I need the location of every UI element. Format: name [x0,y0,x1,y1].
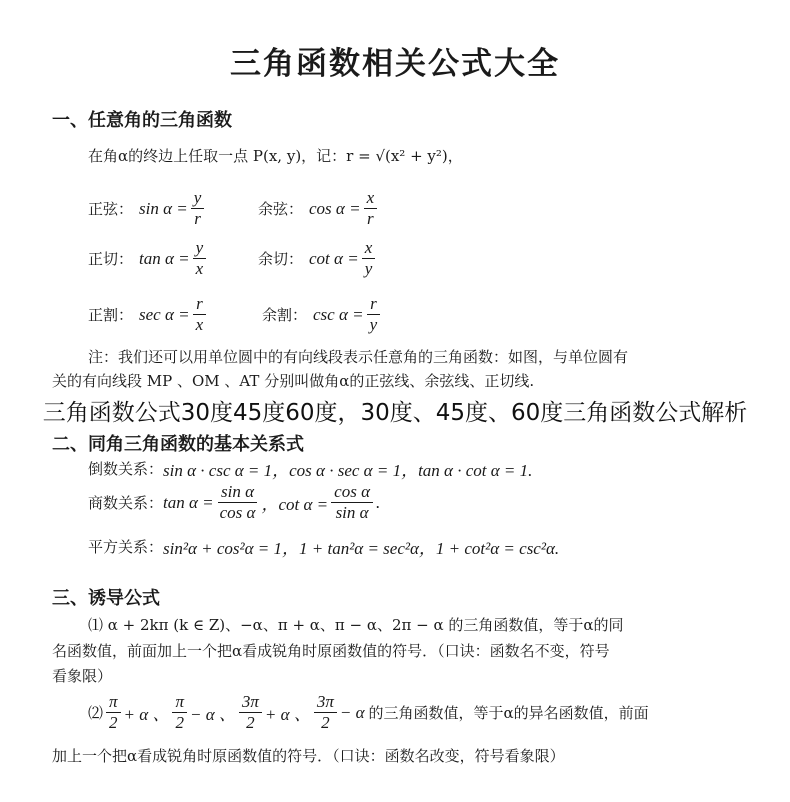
item2-prefix: ⑵ [88,704,104,722]
numerator: π [172,692,187,713]
def-cot [258,238,378,279]
term-rest: + α 、 [123,705,170,724]
fraction [191,188,205,229]
fraction [331,482,373,523]
square-formula: sin²α + cos²α = 1，1 + tan²α = sec²α，1 + cot²α = csc²α. [163,539,560,558]
def-sec [88,294,209,335]
def-label: 余割： [262,306,308,324]
fraction [193,294,207,335]
term-rest: − α [339,702,365,722]
denominator: x [195,315,204,334]
denominator: y [369,315,378,334]
numerator: x [364,188,378,209]
numerator: 3π [239,692,262,713]
item1-line-2: 名函数值，前面加上一个把α看成锐角时原函数值的符号．（口诀：函数名不变，符号 [52,642,610,660]
quotient-lhs-1: tan α = [163,492,214,512]
numerator: r [367,294,380,315]
item1-line-1: ⑴ α + 2kπ (k ∈ Z)、−α、π + α、π − α、2π − α 的三角函数值，等于α的同 [88,616,624,634]
def-fn: csc α = [313,304,364,324]
numerator: y [191,188,205,209]
section3-heading: 三、诱导公式 [52,588,160,609]
denominator: sin α [335,503,369,522]
item1-line-3: 看象限） [52,667,113,685]
numerator: x [362,238,376,259]
overlay-caption: 三角函数公式30度45度60度，30度、45度、60度三角函数公式解析 [0,396,790,430]
fraction [314,692,337,733]
quotient-lhs-2: ，cot α = [261,495,329,514]
fraction [193,238,207,279]
section1-heading: 一、任意角的三角函数 [52,110,232,131]
denominator: 2 [246,713,255,732]
fraction [367,294,381,335]
fraction [172,692,187,733]
def-label: 正弦： [88,200,134,218]
def-cos [258,188,380,229]
quotient-end: . [376,492,381,512]
def-fn: cos α = [309,198,361,218]
section2-heading: 二、同角三角函数的基本关系式 [52,434,304,455]
def-fn: cot α = [309,248,359,268]
denominator: r [194,209,201,228]
def-label: 正切： [88,250,134,268]
term-rest: − α 、 [189,705,236,724]
item2-suffix: 的三角函数值，等于α的异名函数值，前面 [368,704,649,722]
def-label: 正割： [88,306,134,324]
denominator: x [195,259,204,278]
square-relation [88,534,559,559]
fraction [364,188,378,229]
term-rest: + α 、 [264,705,311,724]
square-label: 平方关系： [88,538,164,556]
numerator: 3π [314,692,337,713]
numerator: y [193,238,207,259]
def-label: 余切： [258,250,304,268]
fraction [217,482,259,523]
denominator: y [364,259,373,278]
denominator: cos α [219,503,256,522]
numerator: sin α [218,482,257,503]
item2-formula [88,692,649,733]
numerator: π [106,692,121,713]
item2-line-2: 加上一个把α看成锐角时原函数值的符号．（口诀：函数名改变，符号看象限） [52,747,565,765]
denominator: 2 [109,713,118,732]
denominator: 2 [321,713,330,732]
quotient-relation [88,482,380,523]
def-label: 余弦： [258,200,304,218]
def-fn: sin α = [139,198,188,218]
fraction [362,238,376,279]
numerator: r [193,294,206,315]
quotient-label: 商数关系： [88,494,164,512]
reciprocal-label: 倒数关系： [88,460,164,478]
denominator: 2 [175,713,184,732]
def-tan [88,238,209,279]
note-line-2: 关的有向线段 MP 、OM 、AT 分别叫做角α的正弦线、余弦线、正切线. [52,372,535,390]
fraction [239,692,262,733]
reciprocal-formula: sin α · csc α = 1，cos α · sec α = 1，tan α · cot α = 1. [163,461,533,480]
denominator: r [367,209,374,228]
section1-intro: 在角α的终边上任取一点 P(x, y)，记：r = √(x² + y²)， [88,147,463,165]
numerator: cos α [331,482,373,503]
page-title: 三角函数相关公式大全 [230,46,560,82]
def-fn: tan α = [139,248,190,268]
def-fn: sec α = [139,304,190,324]
reciprocal-relation [88,456,532,481]
def-sin [88,188,207,229]
fraction [106,692,121,733]
def-csc [262,294,383,335]
note-line-1: 注：我们还可以用单位圆中的有向线段表示任意角的三角函数：如图，与单位圆有 [88,348,629,366]
